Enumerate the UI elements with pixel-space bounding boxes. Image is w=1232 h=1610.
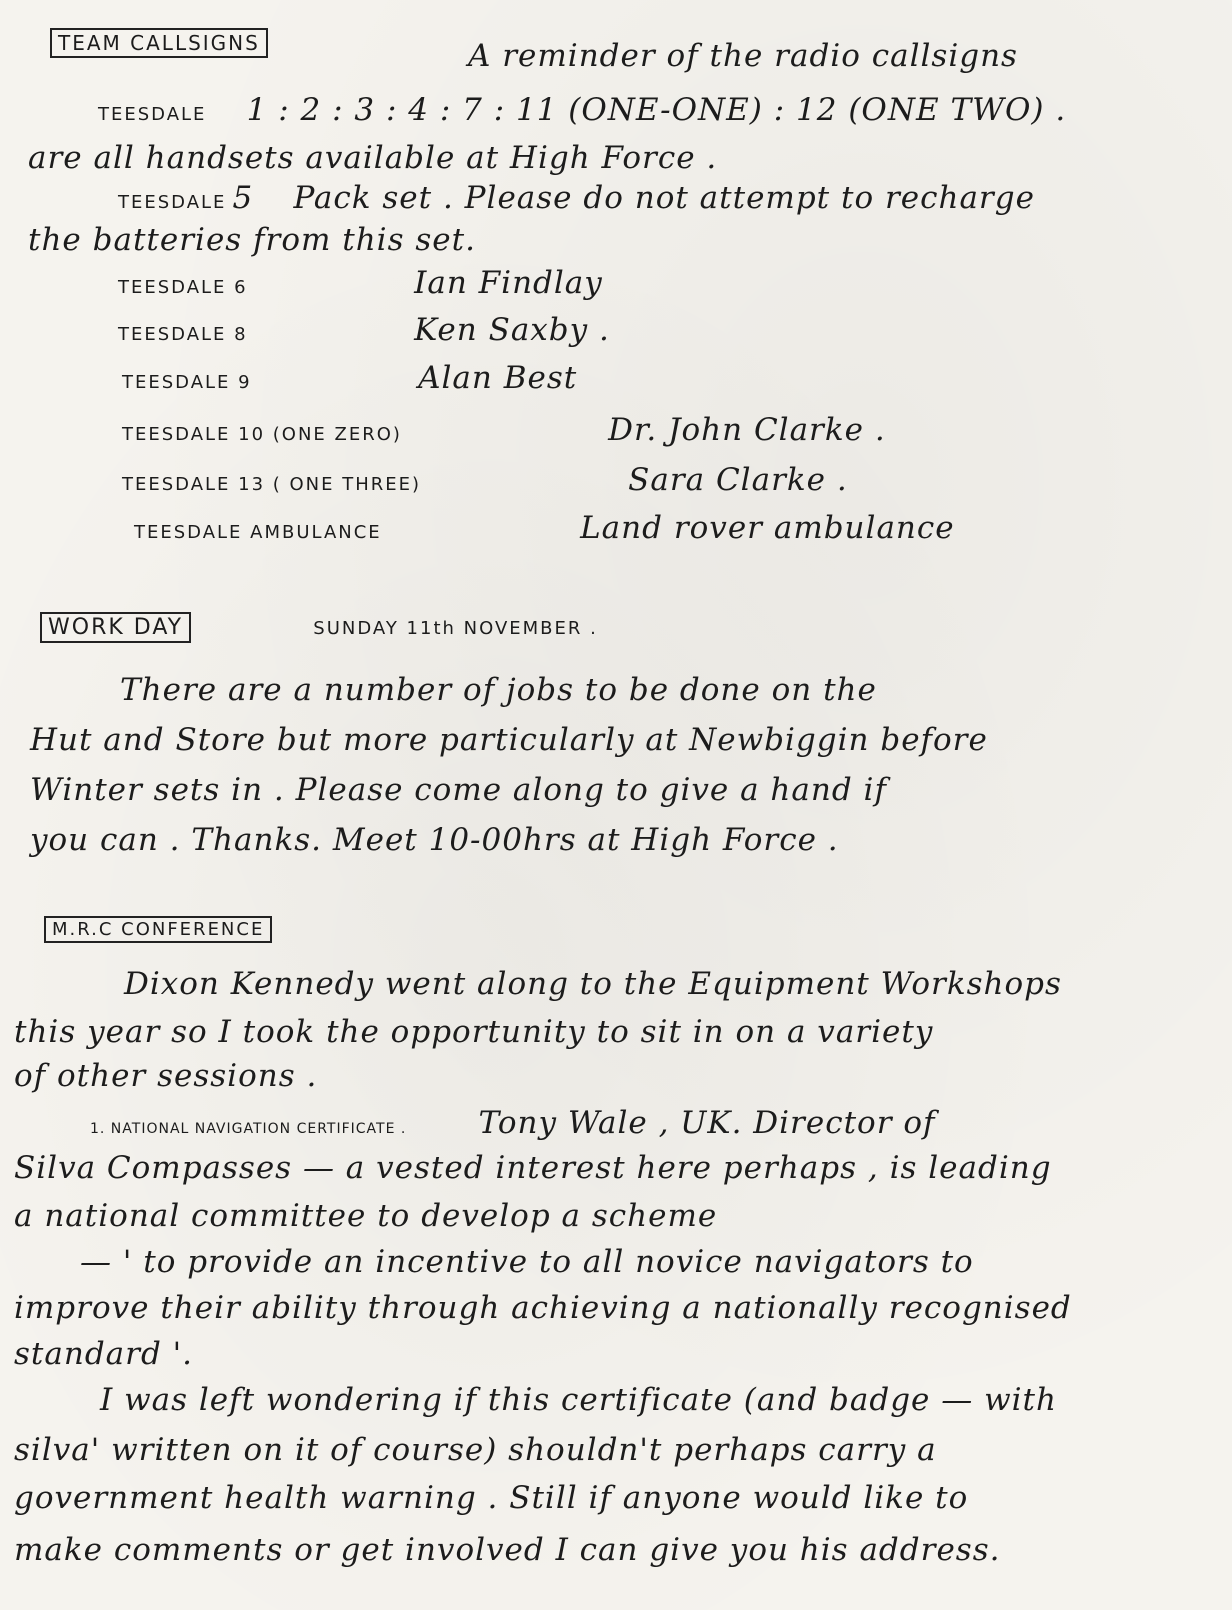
workday-date: SUNDAY 11th NOVEMBER . bbox=[313, 618, 598, 639]
callsigns-heading-row bbox=[50, 28, 268, 58]
pack-note-1: Pack set . Please do not attempt to recharge bbox=[293, 180, 1035, 216]
callsign-holder: Dr. John Clarke . bbox=[608, 412, 886, 448]
pack-prefix: TEESDALE bbox=[118, 192, 227, 213]
callsign-holder: Land rover ambulance bbox=[580, 510, 955, 546]
callsign-holder: Ken Saxby . bbox=[414, 312, 610, 348]
callsign-holder: Sara Clarke . bbox=[628, 462, 848, 498]
workday-heading-row bbox=[40, 612, 598, 643]
conference-heading: M.R.C CONFERENCE bbox=[44, 916, 272, 943]
handsets-prefix: TEESDALE bbox=[98, 104, 207, 125]
workday-line: Hut and Store but more particularly at Newbiggin before bbox=[30, 722, 988, 758]
callsign-label: TEESDALE 13 ( ONE THREE) bbox=[122, 474, 422, 495]
callsigns-heading: TEAM CALLSIGNS bbox=[50, 28, 268, 58]
handsets-row bbox=[98, 92, 1066, 128]
callsign-label: TEESDALE 10 (ONE ZERO) bbox=[122, 424, 402, 445]
pack-row bbox=[118, 180, 1035, 216]
workday-line: There are a number of jobs to be done on the bbox=[120, 672, 877, 708]
conference-item-line: make comments or get involved I can give you his address. bbox=[14, 1532, 1001, 1568]
conference-line: of other sessions . bbox=[14, 1058, 318, 1094]
handsets-numbers: 1 : 2 : 3 : 4 : 7 : 11 (ONE-ONE) : 12 (ONE TWO) . bbox=[246, 92, 1067, 128]
conference-item-line: Tony Wale , UK. Director of bbox=[478, 1105, 936, 1141]
conference-item-line: standard '. bbox=[14, 1336, 194, 1372]
callsign-holder: Ian Findlay bbox=[414, 265, 603, 301]
callsign-entry bbox=[134, 510, 955, 546]
conference-item-line: improve their ability through achieving a nationally recognised bbox=[14, 1290, 1072, 1326]
workday-line: Winter sets in . Please come along to give a hand if bbox=[30, 772, 887, 808]
conference-heading-row bbox=[44, 916, 272, 943]
callsign-label: TEESDALE 9 bbox=[122, 372, 252, 393]
pack-number: 5 bbox=[232, 180, 254, 216]
pack-note-2: the batteries from this set. bbox=[28, 222, 476, 258]
conference-item-line: — ' to provide an incentive to all novice navigators to bbox=[80, 1244, 974, 1280]
callsign-entry bbox=[122, 462, 848, 498]
conference-item-line: government health warning . Still if anyone would like to bbox=[14, 1480, 969, 1516]
callsign-label: TEESDALE 8 bbox=[118, 324, 248, 345]
workday-heading: WORK DAY bbox=[40, 612, 191, 643]
conference-item-line: a national committee to develop a scheme bbox=[14, 1198, 718, 1234]
callsign-label: TEESDALE AMBULANCE bbox=[134, 522, 382, 543]
callsign-entry bbox=[118, 312, 610, 348]
conference-item-line: I was left wondering if this certificate (and badge — with bbox=[100, 1382, 1057, 1418]
conference-item-label: 1. NATIONAL NAVIGATION CERTIFICATE . bbox=[90, 1121, 407, 1137]
workday-line: you can . Thanks. Meet 10-00hrs at High Force . bbox=[30, 822, 839, 858]
callsign-entry bbox=[122, 360, 577, 396]
conference-line: this year so I took the opportunity to sit in on a variety bbox=[14, 1014, 934, 1050]
conference-item-row bbox=[90, 1105, 936, 1141]
callsign-holder: Alan Best bbox=[418, 360, 578, 396]
handsets-note: are all handsets available at High Force . bbox=[28, 140, 718, 176]
callsign-label: TEESDALE 6 bbox=[118, 277, 248, 298]
callsign-entry bbox=[118, 265, 603, 301]
callsigns-intro: A reminder of the radio callsigns bbox=[468, 38, 1018, 74]
conference-line: Dixon Kennedy went along to the Equipment Workshops bbox=[124, 966, 1062, 1002]
callsign-entry bbox=[122, 412, 886, 448]
conference-item-line: silva' written on it of course) shouldn't perhaps carry a bbox=[14, 1432, 937, 1468]
conference-item-line: Silva Compasses — a vested interest here perhaps , is leading bbox=[14, 1150, 1052, 1186]
